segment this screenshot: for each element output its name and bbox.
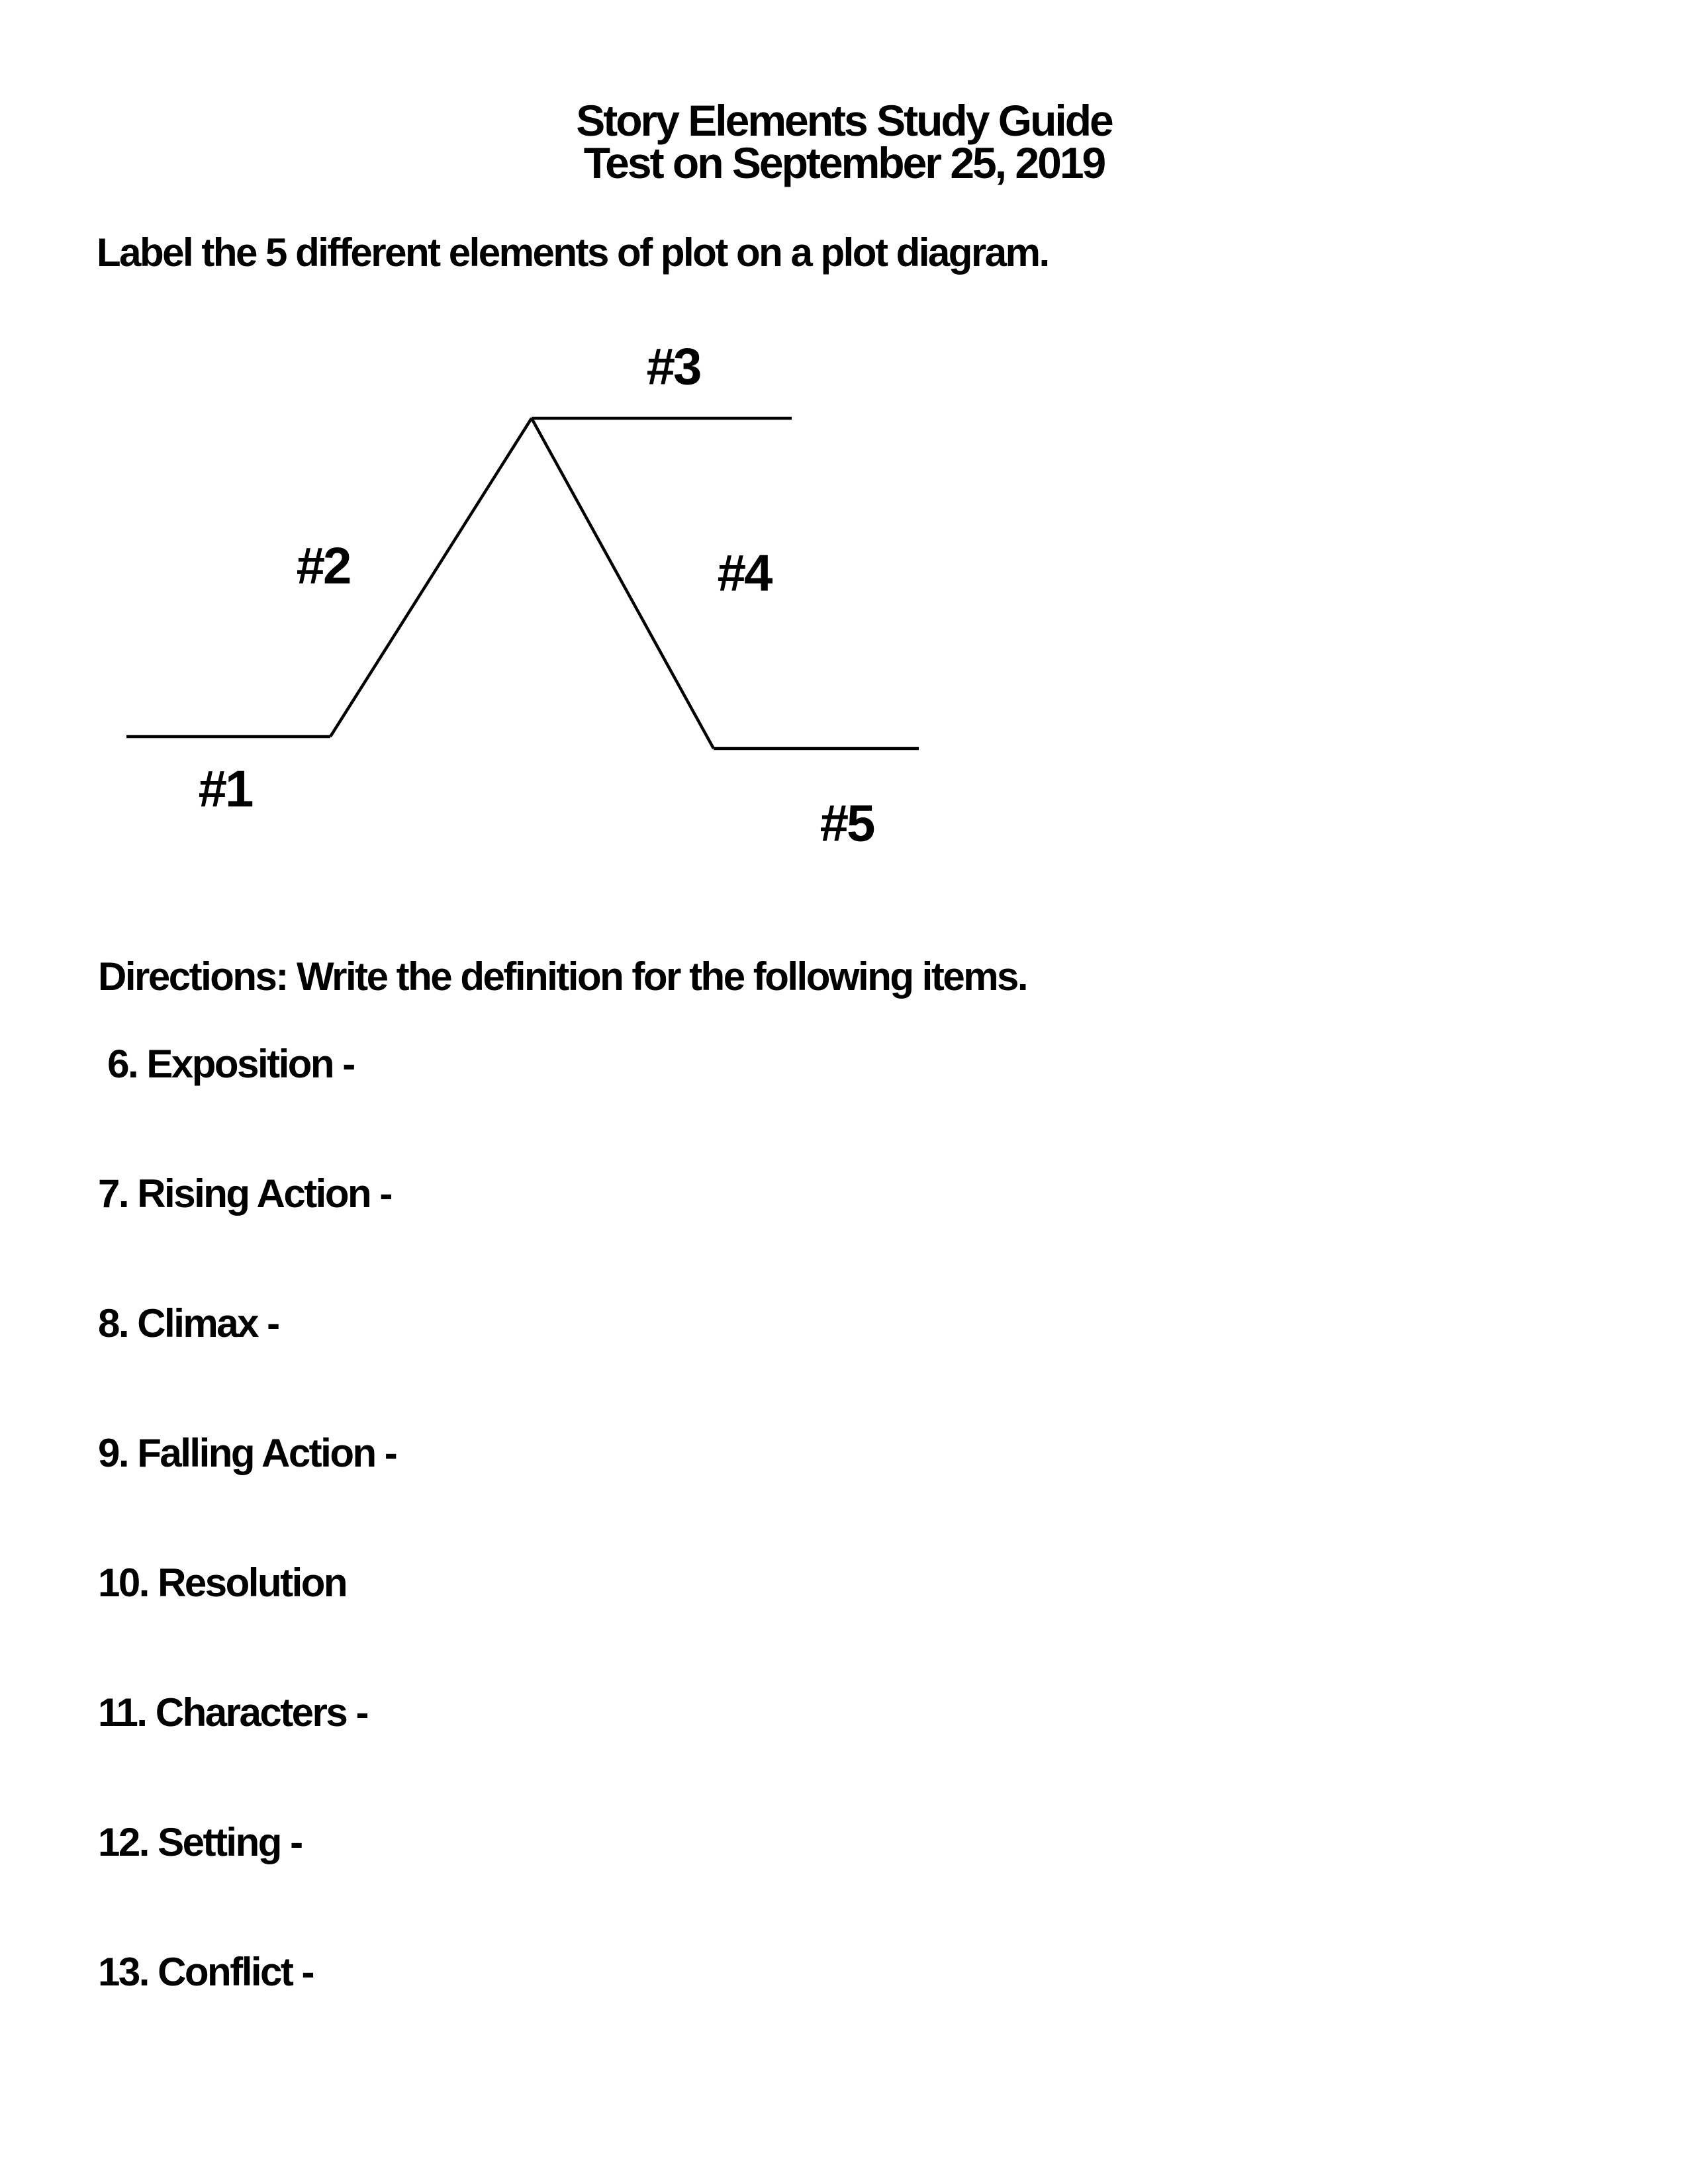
definition-item-11: 11. Characters - <box>98 1690 367 1735</box>
definition-item-8: 8. Climax - <box>98 1301 279 1345</box>
definition-item-9: 9. Falling Action - <box>98 1431 397 1475</box>
definition-item-12: 12. Setting - <box>98 1820 302 1864</box>
diagram-label-3: #3 <box>646 337 700 396</box>
instruction-text: Label the 5 different elements of plot on a plot diagram. <box>97 230 1049 275</box>
diagram-label-5: #5 <box>820 794 874 852</box>
diagram-label-4: #4 <box>717 543 771 602</box>
definition-item-13: 13. Conflict - <box>98 1950 314 1994</box>
page-subtitle: Test on September 25, 2019 <box>583 138 1105 187</box>
diagram-label-2: #2 <box>296 536 350 595</box>
diagram-label-1: #1 <box>198 759 252 818</box>
definition-item-10: 10. Resolution <box>98 1561 347 1605</box>
definition-list <box>98 1042 1620 2080</box>
directions-text: Directions: Write the definition for the following items. <box>98 954 1027 999</box>
definition-item-7: 7. Rising Action - <box>98 1171 391 1216</box>
definition-item-6: 6. Exposition - <box>98 1042 354 1086</box>
page-title: Story Elements Study Guide <box>576 96 1112 145</box>
